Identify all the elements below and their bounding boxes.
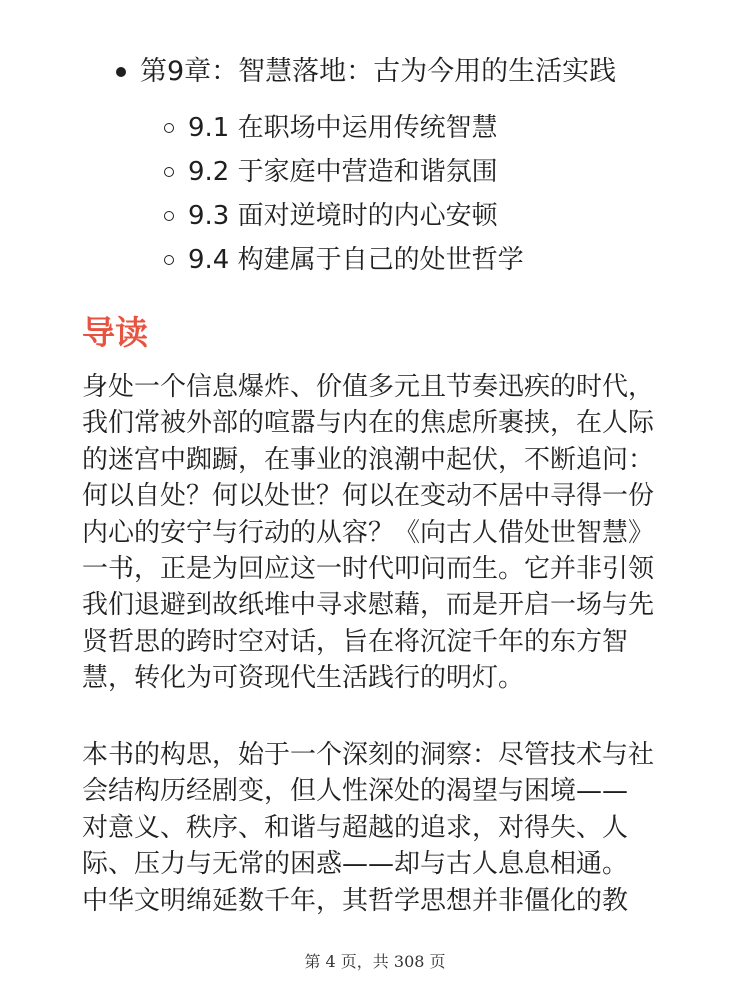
intro-paragraph [82, 369, 682, 697]
intro-heading: 导读 [82, 313, 148, 352]
paragraph-line: 内心的安宁与行动的从容？《向古人借处世智慧》 [82, 517, 655, 548]
paragraph-line: 中华文明绵延数千年，其哲学思想并非僵化的教 [82, 885, 629, 916]
section-title: 9.2 于家庭中营造和谐氛围 [188, 157, 498, 187]
bullet-circle-icon [164, 211, 174, 221]
section-title: 9.1 在职场中运用传统智慧 [188, 113, 498, 143]
intro-paragraph [82, 737, 682, 919]
paragraph-line: 慧，转化为可资现代生活践行的明灯。 [82, 663, 525, 694]
bullet-circle-icon [164, 123, 174, 133]
paragraph-line: 对意义、秩序、和谐与超越的追求，对得失、人 [82, 812, 629, 843]
paragraph-line: 何以自处？何以处世？何以在变动不居中寻得一份 [82, 481, 655, 512]
bullet-circle-icon [164, 255, 174, 265]
section-list [160, 106, 524, 282]
paragraph-line: 一书，正是为回应这一时代叩问而生。它并非引领 [82, 554, 655, 585]
section-list-item [160, 194, 524, 238]
page-number-footer: 第 4 页，共 308 页 [304, 952, 446, 971]
section-list-item [160, 106, 524, 150]
chapter-title: 第9章：智慧落地：古为今用的生活实践 [140, 56, 617, 87]
bullet-circle-icon [164, 167, 174, 177]
section-list-item [160, 238, 524, 282]
paragraph-line: 我们常被外部的喧嚣与内在的焦虑所裹挟，在人际 [82, 408, 655, 439]
paragraph-line: 贤哲思的跨时空对话，旨在将沉淀千年的东方智 [82, 626, 629, 657]
paragraph-line: 际、压力与无常的困惑——却与古人息息相通。 [82, 849, 629, 880]
paragraph-line: 的迷宫中踟蹰，在事业的浪潮中起伏，不断追问： [82, 444, 655, 475]
paragraph-line: 本书的构思，始于一个深刻的洞察：尽管技术与社 [82, 740, 655, 770]
chapter-list-item [112, 52, 616, 92]
section-list-item [160, 150, 524, 194]
section-title: 9.4 构建属于自己的处世哲学 [188, 245, 524, 275]
paragraph-line: 我们退避到故纸堆中寻求慰藉，而是开启一场与先 [82, 590, 655, 621]
paragraph-line: 身处一个信息爆炸、价值多元且节奏迅疾的时代， [82, 372, 655, 402]
bullet-disc-icon [116, 67, 126, 77]
section-title: 9.3 面对逆境时的内心安顿 [188, 201, 498, 231]
paragraph-line: 会结构历经剧变，但人性深处的渴望与困境—— [82, 776, 629, 807]
